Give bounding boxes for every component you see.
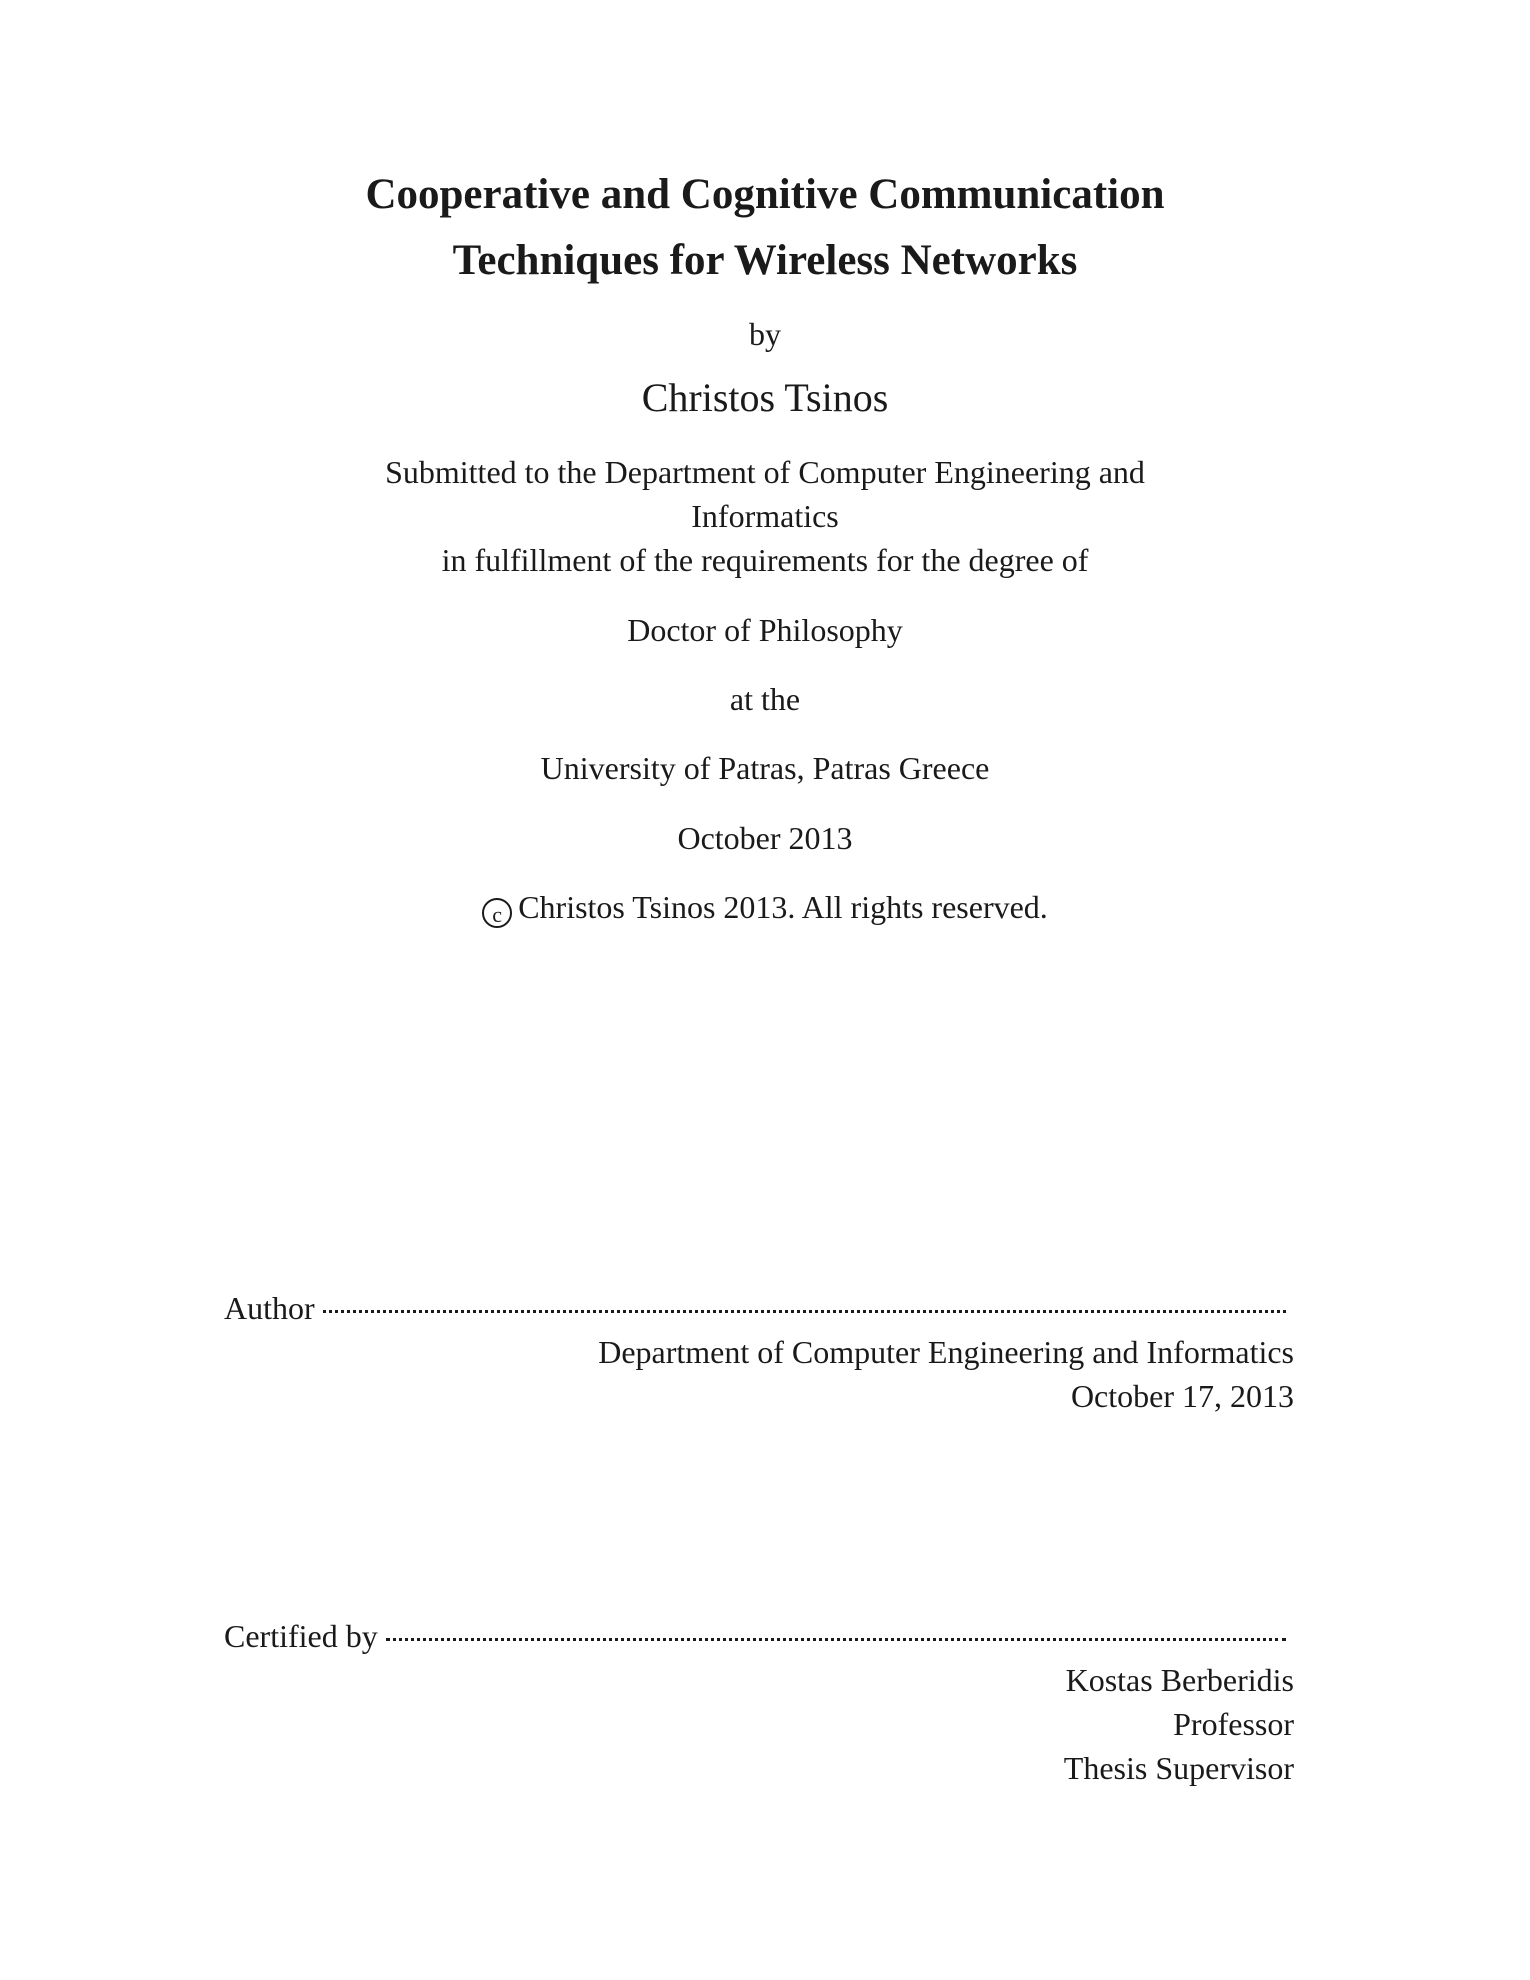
copyright-icon: c — [482, 898, 512, 928]
author-signature-line — [224, 1286, 1294, 1330]
submission-date: October 2013 — [677, 820, 853, 856]
thesis-title-line-1: Cooperative and Cognitive Communication — [365, 171, 1165, 218]
dotted-leader — [323, 1310, 1286, 1313]
author-name: Christos Tsinos — [641, 375, 889, 420]
dotted-leader — [386, 1638, 1286, 1641]
certification-block — [224, 1614, 1294, 1790]
submission-line-2: Informatics — [691, 498, 839, 534]
institution: University of Patras, Patras Greece — [540, 750, 990, 786]
copyright-notice — [0, 885, 1530, 929]
thesis-title-line-2: Techniques for Wireless Networks — [452, 237, 1078, 284]
supervisor-name: Kostas Berberidis — [1065, 1662, 1294, 1698]
supervisor-position: Thesis Supervisor — [1063, 1750, 1294, 1786]
supervisor-role: Professor — [1173, 1706, 1294, 1742]
at-the-label: at the — [729, 681, 801, 717]
author-department: Department of Computer Engineering and Informatics — [598, 1334, 1294, 1370]
certified-by-label: Certified by — [224, 1618, 378, 1654]
by-label: by — [749, 316, 781, 352]
degree-name: Doctor of Philosophy — [627, 612, 903, 648]
certification-line — [224, 1614, 1294, 1658]
submission-line-3: in fulfillment of the requirements for the degree of — [441, 542, 1089, 578]
submission-line-1: Submitted to the Department of Computer Engineering and — [385, 454, 1145, 490]
author-signature-label: Author — [224, 1290, 315, 1326]
copyright-text: Christos Tsinos 2013. All rights reserved. — [518, 889, 1048, 925]
author-signature-block — [224, 1286, 1294, 1418]
author-signature-date: October 17, 2013 — [1070, 1378, 1294, 1414]
